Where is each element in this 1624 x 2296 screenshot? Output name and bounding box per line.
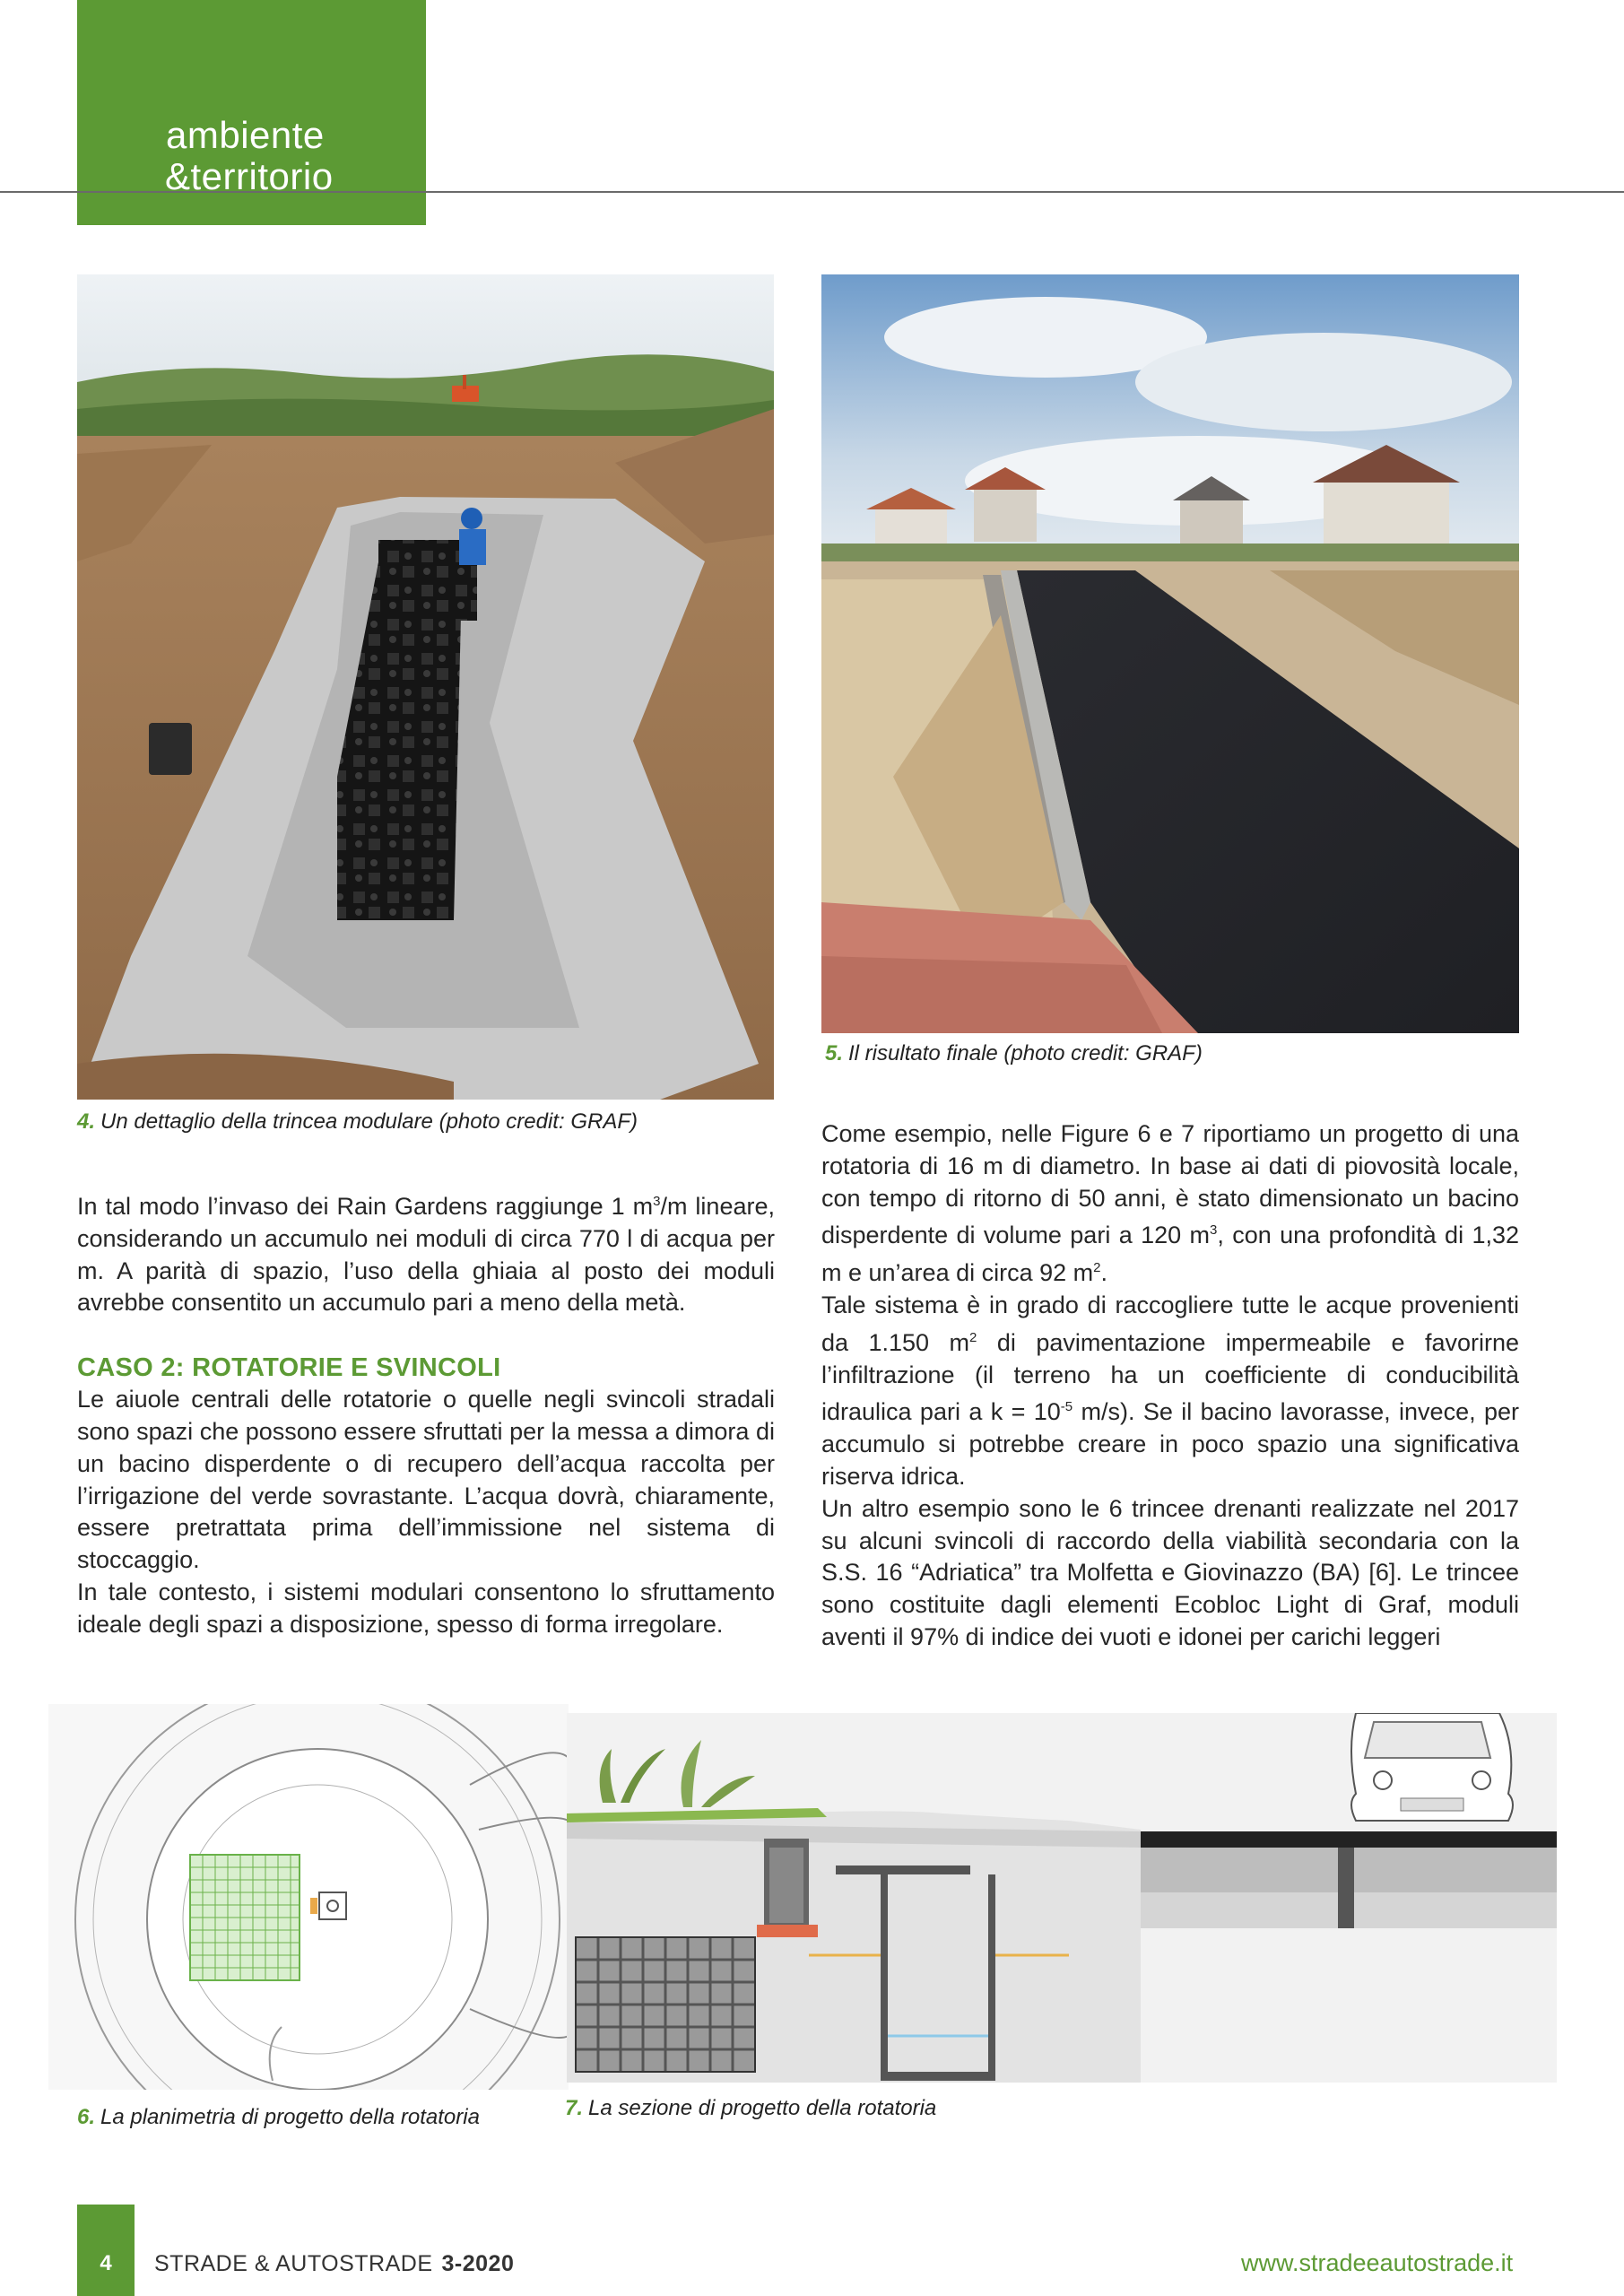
page-number: 4 [100, 2251, 112, 2275]
section-heading: CASO 2: ROTATORIE E SVINCOLI [77, 1353, 501, 1383]
right-paragraph-3: Un altro esempio sono le 6 trincee drenanti realizzate nel 2017 su alcuni svincoli di raccordo della viabilità secondaria con la S.S. 16 “Adriatica” tra Molfetta e Giovinazzo (BA) [6]. Le trincee sono costituite dagli elementi Ecobloc Light di Graf, moduli aventi il 97% di indice dei vuoti e idonei per carichi leggeri [821, 1494, 1519, 1650]
figure-4-text: Un dettaglio della trincea modulare (photo credit: GRAF) [100, 1109, 638, 1134]
right-p1-text-b: , con una profondità di 1,32 m e un’area di circa 92 m [821, 1222, 1519, 1287]
figure-7-caption [565, 2095, 936, 2122]
left-p1-superscript: 3 [653, 1194, 661, 1209]
figure-4-number: 4. [77, 1109, 96, 1134]
left-paragraph-1 [77, 1186, 775, 1319]
roundabout-section-svg [567, 1713, 1557, 2083]
right-p1-superscript-1: 3 [1210, 1222, 1218, 1239]
figure-7-text: La sezione di progetto della rotatoria [588, 2096, 937, 2120]
figure-5-caption [825, 1040, 1203, 1067]
right-p2-text-c: m/s). Se il bacino lavorasse, invece, per accumulo si potrebbe creare in poco spazio una significativa riserva idrica. [821, 1398, 1519, 1490]
roundabout-section-drawing [567, 1713, 1557, 2083]
right-p2-superscript-2: -5 [1060, 1399, 1073, 1415]
roundabout-plan-svg [48, 1704, 569, 2090]
road-layers [1141, 1831, 1557, 1928]
trench-illustration [77, 274, 774, 1100]
figure-6-caption [77, 2104, 480, 2131]
right-p1-text-c: . [1100, 1259, 1107, 1287]
left-text-column [77, 1186, 775, 1641]
page-number-block [77, 2205, 135, 2296]
right-text-column [821, 1118, 1519, 1654]
section-title-line1: ambiente [166, 114, 325, 156]
right-paragraph-1 [821, 1118, 1519, 1290]
left-paragraph-2: Le aiuole centrali delle rotatorie o quelle negli svincoli stradali sono spazi che possono essere sfruttati per la messa a dimora di un bacino disperdente o di recupero dell’acqua raccolta per l’irrigazione del verde sovrastante. L’acqua dovrà, chiaramente, essere pretrattata prima dell’immissione nel sistema di stoccaggio. [77, 1386, 775, 1574]
right-p1-superscript-2: 2 [1093, 1260, 1101, 1276]
left-p1-text-a: In tal modo l’invaso dei Rain Gardens raggiunge 1 m [77, 1193, 654, 1220]
right-paragraph-2 [821, 1290, 1519, 1493]
module-grid [190, 1855, 300, 1980]
section-title [165, 115, 334, 197]
infiltration-modules [576, 1937, 755, 2072]
road-illustration [821, 274, 1519, 1033]
photo-finished-road [821, 274, 1519, 1033]
right-p2-text-b: di pavimentazione impermeabile e favorirne l’infiltrazione (il terreno ha un coefficiente di conducibilità idraulica pari a k = 10 [821, 1328, 1519, 1426]
figure-6-text: La planimetria di progetto della rotatoria [100, 2105, 480, 2129]
photo-modular-trench [77, 274, 774, 1100]
figure-5-text: Il risultato finale (photo credit: GRAF) [848, 1041, 1203, 1065]
left-p1-text-b: /m lineare, considerando un accumulo nei moduli di circa 770 l di acqua per m. A parità di spazio, l’uso della ghiaia al posto dei moduli avrebbe consentito un accumulo pari a meno della metà. [77, 1193, 775, 1317]
figure-5-number: 5. [825, 1041, 844, 1065]
left-paragraph-3: In tale contesto, i sistemi modulari consentono lo sfruttamento ideale degli spazi a disposizione, spesso di forma irregolare. [77, 1578, 775, 1638]
magazine-issue: 3-2020 [441, 2251, 515, 2276]
right-p2-text-a: Tale sistema è in grado di raccogliere tutte le acque provenienti da 1.150 m [821, 1291, 1519, 1356]
car-icon [1351, 1713, 1513, 1821]
paragraph-spacer [77, 1319, 775, 1352]
section-title-line2: &territorio [165, 155, 334, 197]
figure-6-number: 6. [77, 2105, 96, 2129]
figure-4-caption [77, 1109, 638, 1135]
figure-7-number: 7. [565, 2096, 584, 2120]
website-link[interactable]: www.stradeeautostrade.it [1241, 2249, 1514, 2276]
right-p2-superscript-1: 2 [969, 1329, 977, 1345]
roundabout-plan-drawing [48, 1704, 569, 2090]
right-p1-text-a: Come esempio, nelle Figure 6 e 7 riportiamo un progetto di una rotatoria di 16 m di diametro. In base ai dati di piovosità locale, con tempo di ritorno di 50 anni, è stato dimensionato un bacino disperdente di volume pari a 120 m [821, 1120, 1519, 1249]
magazine-name [154, 2251, 514, 2277]
magazine-title: STRADE & AUTOSTRADE [154, 2251, 433, 2276]
